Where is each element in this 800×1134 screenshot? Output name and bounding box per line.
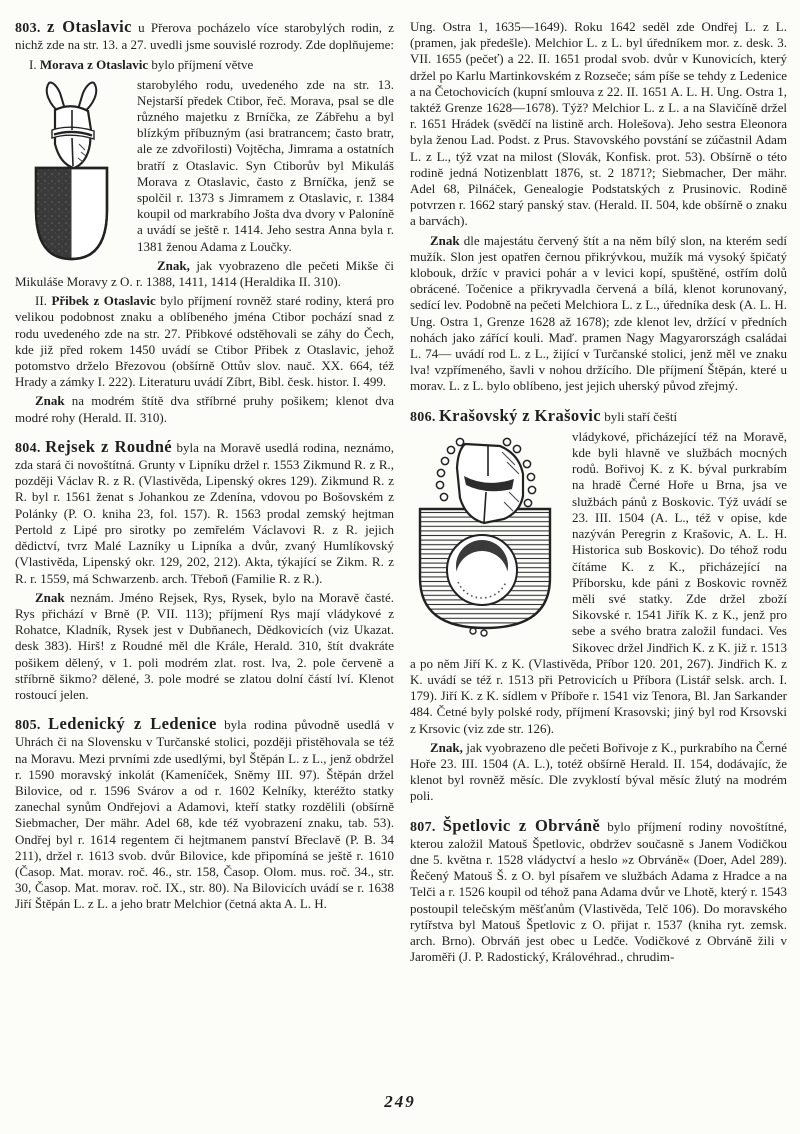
otaslavic-coat-of-arms-illustration [15, 80, 125, 266]
paragraph-text: Ung. Ostra 1, 1635—1649). Roku 1642 seděl zde Ondřej L. z L. (pramen, jak předešle). Melchior L. z L. byl úředníkem mor. z. desk. 3. VII. 1655 (pečeť) a 22. II. 1651 prodal svob. dvůr v Kunovicích, který držel po Karlu Martinkovském z Rozseče; sám píše se tehdy z Ledenice a na Četochovicích (kupní smlouva z 22. II. 1651 A. L. H. Ung. Ostra 1, taktéž Grenze 1628—1678). Týž? Melchior L. z L. a na Slavičíně držel r. 1651 Hrádek (svědčí na listině arch. Holešova). Jeho sestra Eleonora byla ženou Lad. Podst. z Prus. Stavovského povstání se zúčastnil Adam L. z L., týž vzat na milost (Slovák, Konfisk. prot. 53). Obšírně o této rodině jedná Notizenblatt 1876, st. 2 1871?; Siebmacher, Der mähr. Adel 68, Pilnáček, Genealogie Podstatských z Prusinovic. Rodině potvrzen r. 1662 starý panský stav. (Herald. II. 504, kde obšírně o znaku a barvách). [410, 19, 787, 229]
left-column [15, 19, 394, 965]
entry-number: 803. [15, 21, 41, 36]
paragraph-text: byli staří čeští [604, 408, 678, 424]
znak-paragraph-rejsek [15, 590, 394, 703]
entry-804 [15, 436, 395, 703]
paragraph-text: vládykové, přicházející též na Moravě, kde byli hlavně ve službách mocných rodů. Bořivoj K. z K. býval purkrabím na hradě Černé Hoře u Brna, jsa ve službách pánů z Boskovic. Týž uvádí se 23. III. 1504 (A. L., též v opise, kde nazýván Peregrin z Krašovic, A. L. H. Historica sub Boskovic). Do téhož rodu čítáme K. z K., přicházející na Příborsku, kde páni z Boskovic rovněž měli své statky. Zde držel zboží Sikovské r. 1541 Jiřík K. z K., jenž pro sebe a svého bratra založil fundaci. Ves Sikovec držel Jindřich K. z K. již r. 1513 a po něm Jiří K. z K. (Vlastivěda, Příbor 120. 201, 267). Jindřich K. z K. uvádí se též r. 1513 při Petrovicích u Příbora (Listář selsk. arch. I. 179). Jiří K. z K. sídlem v Příboře r. 1541 viz Tenora, Bl. Jan Sarkander 484. Četné byly polské rody, příjmení Krasovski; jiný byl rod Krsovski z Krsovic (viz zde str. 126). [410, 428, 787, 736]
znak-paragraph-ledenicky [410, 233, 787, 395]
entry-805-heading [15, 716, 394, 912]
paragraph-text: bylo příjmení rovněž staré rodiny, která pro velikou podobnost znaku a oblíbeného jména Ctibor pochází snad z rodu uvedeného zde na str. 27. Přibkové odstěhovali se záhy do Čech, kde již před rokem 1450 uvádí se Ctibor Přibek z Otaslavic, jehož potomstvo drželo Březovou (obšírně Ottův slov. nauč. XX. 664, též Hrady a zámky I. 222). Literaturu uvádí Zíbrt, Bibl. česk. histor. I. 499. [15, 293, 395, 390]
znak-label: Znak, [430, 739, 463, 755]
paragraph-text: bylo příjmení větve [151, 57, 254, 73]
znak-text: dle majestátu červený štít a na něm bílý slon, na kterém sedí mužík. Slon jest opatřen černou přikrývkou, mužík má vysoký špičatý klobouk, držíc v pravici pohár a v levici kopí, spuštěné, ostřím dolů obrácené. Točenice a přikryvadla červená a bílá, klenot korunovaný, sedící lev. Podobně na pečeti Melchiora L. z L., úředníka desk (A. L. H. Ung. Ostra 1, Grenze 1628 až 1678); zde klenot lev, držící v předních nohách jako zářící kouli. Maď. pramen Nagy Magyarországh családai L. 74— uvádí rod L. z L., žijící v Turčanské stolici, jenž měl ve znaku lva! vzpřímeného, šavli v nohou držícího. Dle příjmení Štěpán, které u morav. L. z L. bylo oblíbeno, jest jejich uherský původ zřejmý. [410, 232, 788, 394]
paragraph-morava-first-line [15, 57, 394, 73]
roman-numeral: I. [29, 57, 37, 73]
family-name: Morava z Otaslavic [39, 57, 149, 73]
entry-title: Rejsek z Roudné [45, 436, 172, 456]
znak-label: Znak [35, 589, 65, 605]
znak-paragraph-pribek [15, 393, 394, 425]
entry-803-heading [15, 19, 394, 53]
znak-label: Znak [430, 232, 460, 248]
entry-804-heading [15, 436, 395, 587]
entry-title: Ledenický z Ledenice [48, 714, 217, 734]
entry-806 [410, 408, 787, 805]
entry-number: 806. [410, 409, 436, 425]
znak-text: na modrém štítě dva stříbrné pruhy pošikem; klenot dva modré rohy (Herald. II. 310). [15, 393, 395, 425]
krasovsky-coat-of-arms-illustration [410, 432, 560, 638]
znak-text: jak vyobrazeno dle pečeti Bořivoje z K., purkrabího na Černé Hoře 23. III. 1504 (A. L.), totéž obšírně Herald. II. 154, dodávajíc, že klenot byl rovněž měsíc. Dle zvyklostí býval měsíc žlutý na modrém poli. [410, 739, 787, 804]
entry-number: 805. [15, 718, 41, 734]
entry-805-continued-text [410, 19, 787, 230]
two-column-text [15, 19, 788, 965]
paragraph-text: starobylého rodu, uvedeného zde na str. 13. Nejstarší předek Ctibor, řeč. Morava, psal se dle různého majetku z Brníčka, ze Zábřehu a byl blízkým příbuzným (asi bratrancem; často bratr, ale ze zdvořilosti) Vojtěcha, Jimrama a ostatních bratří z Otaslavic. Syn Ctiborův byl Mikuláš Morava z Otaslavic, často z Brníčka, jenž se spolčil r. 1373 s Jimramem z Otaslavic, r. 1384 koupil od markrabího Jošta dva dvory v Paloníně a uvádí se ještě r. 1414. Jeho sestra Anna byla r. 1381 ženou Adama z Loučky. [137, 76, 394, 254]
entry-number: 804. [15, 440, 41, 456]
page-number: 249 [384, 1092, 416, 1111]
entry-805 [15, 716, 394, 912]
entry-807 [410, 815, 788, 966]
entry-805-continuation [410, 19, 787, 395]
znak-label: Znak, [157, 257, 190, 273]
znak-label: Znak [35, 393, 65, 409]
paragraph-text: bylo příjmení rodiny novoštítné, kterou založil Matouš Špetlovic, obdržev současně s Janem Vodičkou dne 5. května r. 1528 vládyctví a heslo »z Obrváně« (Doer, Adel 289). Řečený Matouš Š. z O. byl písařem ve službách Adama z Hradce a na Telči a r. 1526 koupil od téhož pana Adama dvůr ve Lhotě, který r. 1543 postoupil telečským měšťanům (Vlastivěda, Telč 106). Do moravského rytířstva byl Matouš Špetlovic z O. přijat r. 1537 (kniha ryt. zemsk. arch. Brno). Obrváň jest obec u Ledče. Vodičkové z Obrváně žili v Jaroměři (J. P. Radostický, Královéhrad., chrudim- [410, 818, 788, 965]
entry-803 [15, 19, 394, 426]
znak-text: neznám. Jméno Rejsek, Rys, Rysek, bylo na Moravě časté. Rys přichází v Brně (P. VII. 113); příjmení Rys mají vládykové z Rohatce, Kladník, Rysek jest v Dubňanech, Dědkovicích (viz Ukazat. desk 383). Hirš! z Roudné měl dle Krále, Herald. 310, štít dvakráte pošikem dělený, v 1. poli modrém zlat. rost. lva, 2. pole červeně a stříbrně šikmo? dělené, 3. pole modré se zlatou dolní částí lví. Klenot rostoucí jelen. [15, 589, 394, 702]
entry-807-heading [410, 815, 788, 966]
entry-806-body [410, 429, 787, 737]
paragraph-text: byla rodina původně usedlá v Uhrách či na Slovensku v Turčanské stolici, později přistěhovala se též na Moravu. Mezi prvními zde usedlými, byl Štěpán L. z L., jenž obdržel r. 1590 moravský inkolát (Kameníček, Sněmy III. 97). Štěpán držel Bilovice, od r. 1596 Svárov a od r. 1602 Kelníky, kteréžto statky zanechal synům Ondřejovi a Adamovi, kteří statky rozdělili (obšírně Siebmacher, Der mähr. Adel 68, kde též vyobrazení znaku, tab. 53). Ondřej byl r. 1614 regentem či hejtmanem panství Břeclavě (P. B. 34 211), držel r. 1613 svob. dvůr Bilovice, kde připomíná se ještě r. 1610 (Časop. Mat. morav. roč. 46., str. 158, Časop. Olom. mus. roč. 34., str. 30, Časop. Mat. morav. roč. IX., str. 80). Na Bilovicích uvádí se r. 1638 Jiří Štěpán L. z L. a jeho bratr Melchior (četná akta A. L. H. [15, 717, 395, 912]
paragraph-pribek [15, 293, 394, 390]
paragraph-morava-body [15, 77, 394, 255]
paragraph-text: byla na Moravě usedlá rodina, neznámo, zda stará či novoštítná. Grunty v Lipníku držel r. 1553 Zikmund R. z R., později Václav R. z R. (Vlastivěda, Lipenský okres 129). Zikmund R. z R. byl r. 1561 ženat s Johankou ze Zdenína, vdovou po Bošovském z Polánky (P. O. kniha 23, fol. 157). R. 1563 prodal zemský hejtman Pertold z Lipé pro sirotky po zemřelém Václavovi R. z R. jejich dědictví, tvrz Malé Lazníky u Lipníka a dvůr, zvaný Humlíkovský (Vlastivěda, Lipenský okr. 129, 202, 212). Akta, týkající se Zikm. R. z R. r. 1559, má Schwarzenb. arch. Třeboň (Familie R. z R.). [15, 439, 395, 586]
znak-paragraph-krasovsky [410, 740, 787, 805]
znak-text: jak vyobrazeno dle pečeti Mikše či Mikuláše Moravy z O. r. 1388, 1411, 1414 (Heraldika II. 310). [15, 257, 394, 290]
entry-title: Špetlovic z Obrváně [442, 815, 601, 835]
entry-number: 807. [410, 819, 436, 835]
family-name: Přibek z Otaslavic [51, 293, 156, 309]
entry-intro-text: u Přerova pocházelo více starobylých rodin, z nichž zde na str. 13. a 27. uvedli jsme souvislé rozrody. Zde doplňujeme: [15, 20, 395, 53]
roman-numeral: II. [35, 293, 47, 309]
entry-806-heading [410, 408, 787, 426]
right-column [410, 19, 787, 965]
entry-title: Krašovský z Krašovic [438, 407, 601, 425]
entry-title: z Otaslavic [46, 17, 132, 36]
